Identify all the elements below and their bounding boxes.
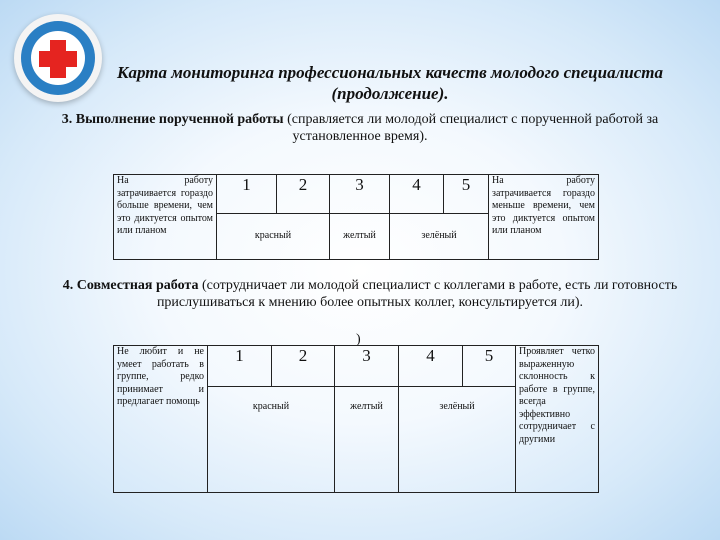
score-3[interactable]: 3 (330, 175, 390, 214)
score-4[interactable]: 4 (399, 346, 463, 387)
color-yellow: желтый (330, 214, 390, 260)
stray-paren: ) (356, 332, 361, 347)
score-4[interactable]: 4 (390, 175, 444, 214)
section3-table (113, 174, 599, 260)
section3-heading: 3. Выполнение порученной работы (справляется ли молодой специалист с порученной работой за установленное время). (61, 112, 659, 144)
score-3[interactable]: 3 (335, 346, 399, 387)
college-logo (14, 14, 102, 102)
score-1[interactable]: 1 (217, 175, 277, 214)
score-5[interactable]: 5 (444, 175, 489, 214)
color-yellow: желтый (335, 387, 399, 493)
section4-table (113, 345, 599, 493)
score-1[interactable]: 1 (208, 346, 272, 387)
section4-heading: 4. Совместная работа (сотрудничает ли молодой специалист с коллегами в работе, есть ли готовность прислушиваться к мнению более опытных коллег, консультируется ли). (62, 278, 678, 310)
left-descriptor: На работу затрачивается гораздо больше времени, чем это диктуется опытом или планом (114, 175, 217, 260)
score-2[interactable]: 2 (272, 346, 335, 387)
page-title: Карта мониторинга профессиональных качеств молодого специалиста (продолжение). (116, 63, 664, 103)
color-green: зелёный (390, 214, 489, 260)
right-descriptor: На работу затрачивается гораздо меньше времени, чем это диктуется опытом или планом (489, 175, 599, 260)
color-green: зелёный (399, 387, 516, 493)
color-red: красный (217, 214, 330, 260)
score-5[interactable]: 5 (463, 346, 516, 387)
right-descriptor: Проявляет четко выраженную склонность к работе в группе, всегда эффективно сотрудничает с другими (516, 346, 599, 493)
color-red: красный (208, 387, 335, 493)
score-2[interactable]: 2 (277, 175, 330, 214)
left-descriptor: Не любит и не умеет работать в группе, редко принимает и предлагает помощь (114, 346, 208, 493)
